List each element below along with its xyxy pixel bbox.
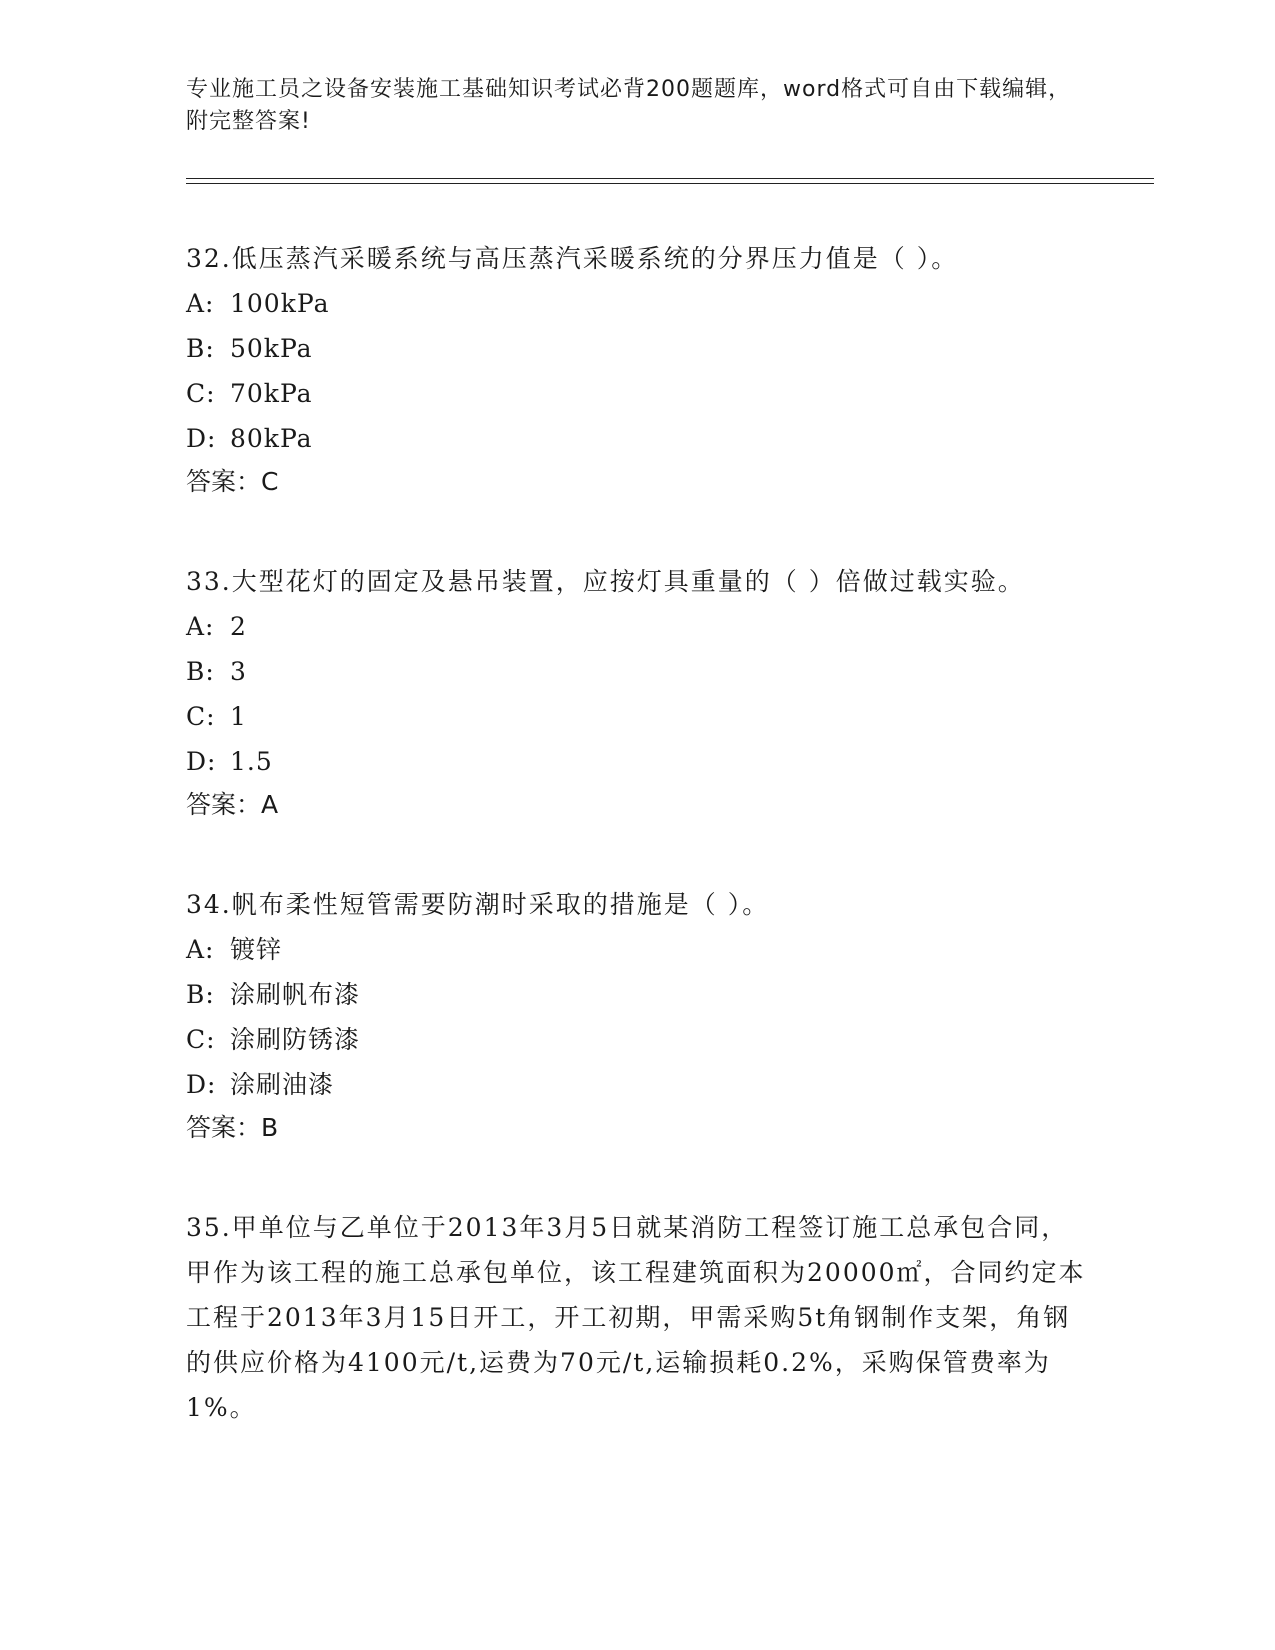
option-key: A:	[186, 935, 215, 964]
option-b	[186, 326, 1086, 371]
question-35	[186, 1205, 1086, 1430]
question-33	[186, 559, 1086, 826]
question-stem: 33.大型花灯的固定及悬吊装置，应按灯具重量的（ ）倍做过载实验。	[186, 567, 1025, 596]
header-divider-bottom	[186, 183, 1154, 184]
option-text: 镀锌	[230, 935, 283, 964]
option-key: A:	[186, 289, 215, 318]
question-stem: 32.低压蒸汽采暖系统与高压蒸汽采暖系统的分界压力值是（ ）。	[186, 244, 959, 273]
option-key: D:	[186, 747, 217, 776]
option-key: B:	[186, 657, 215, 686]
option-a	[186, 604, 1086, 649]
answer-line: 答案：B	[186, 1113, 279, 1142]
answer-line: 答案：C	[186, 467, 279, 496]
option-text: 70kPa	[230, 379, 313, 408]
option-c	[186, 1017, 1086, 1062]
option-c	[186, 371, 1086, 416]
option-a	[186, 281, 1086, 326]
option-text: 涂刷帆布漆	[230, 980, 361, 1009]
answer-line: 答案：A	[186, 790, 279, 819]
header-divider-top	[186, 178, 1154, 179]
option-text: 涂刷防锈漆	[230, 1025, 361, 1054]
option-text: 1	[230, 702, 247, 731]
option-text: 80kPa	[230, 424, 313, 453]
option-text: 2	[230, 612, 247, 641]
option-key: C:	[186, 702, 216, 731]
option-text: 50kPa	[230, 334, 313, 363]
question-stem: 34.帆布柔性短管需要防潮时采取的措施是（ ）。	[186, 890, 770, 919]
option-key: D:	[186, 424, 217, 453]
option-key: A:	[186, 612, 215, 641]
option-d	[186, 739, 1086, 784]
option-text: 涂刷油漆	[230, 1070, 335, 1099]
option-key: D:	[186, 1070, 217, 1099]
option-key: C:	[186, 1025, 216, 1054]
option-b	[186, 649, 1086, 694]
question-list	[186, 236, 1086, 1486]
option-d	[186, 416, 1086, 461]
option-key: B:	[186, 334, 215, 363]
option-d	[186, 1062, 1086, 1107]
question-stem: 35.甲单位与乙单位于2013年3月5日就某消防工程签订施工总承包合同，甲作为该工程的施工总承包单位，该工程建筑面积为20000㎡，合同约定本工程于2013年3月15日开工，开工初期，甲需采购5t角钢制作支架，角钢的供应价格为4100元/t,运费为70元/t,运输损耗0.2%，采购保管费率为1%。	[186, 1213, 1086, 1422]
option-c	[186, 694, 1086, 739]
question-32	[186, 236, 1086, 503]
option-text: 1.5	[230, 747, 273, 776]
option-a	[186, 927, 1086, 972]
question-34	[186, 882, 1086, 1149]
document-header: 专业施工员之设备安装施工基础知识考试必背200题题库，word格式可自由下载编辑，附完整答案!	[186, 77, 1072, 134]
option-text: 3	[230, 657, 247, 686]
option-b	[186, 972, 1086, 1017]
option-key: C:	[186, 379, 216, 408]
option-key: B:	[186, 980, 215, 1009]
option-text: 100kPa	[230, 289, 330, 318]
